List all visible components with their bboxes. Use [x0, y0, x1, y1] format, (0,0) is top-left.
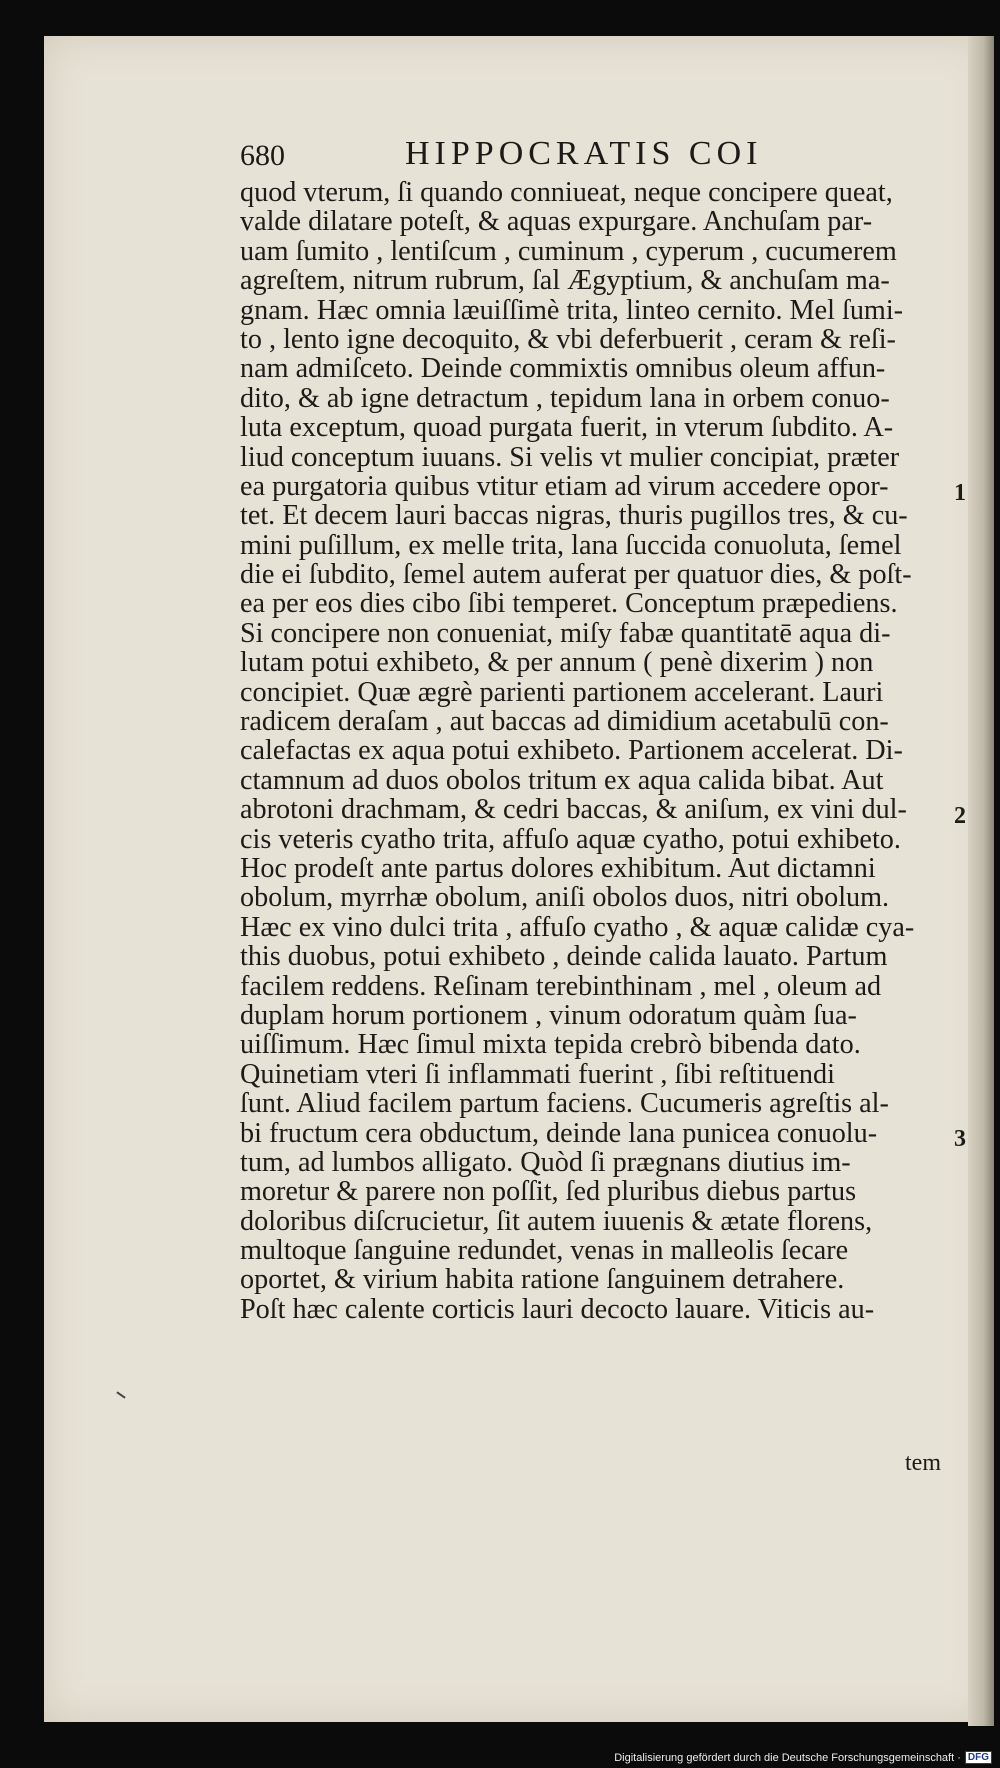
text-line: to , lento igne decoquito, & vbi deferbuerit , ceram & reſi-	[240, 323, 896, 355]
body-text	[240, 178, 946, 1324]
text-line: uam ſumito , lentiſcum , cuminum , cyperum , cucumerem	[240, 235, 897, 267]
text-line: calefactas ex aqua potui exhibeto. Partionem accelerat. Di-	[240, 735, 903, 767]
text-line: agreſtem, nitrum rubrum, ſal Ægyptium, & anchuſam ma-	[240, 265, 890, 297]
text-line: lutam potui exhibeto, & per annum ( penè dixerim ) non	[240, 647, 874, 679]
text-line: die ei ſubdito, ſemel autem auferat per quatuor dies, & poſt-	[240, 559, 912, 591]
text-line: tum, ad lumbos alligato. Quòd ſi prægnans diutius im-	[240, 1146, 851, 1178]
text-line: abrotoni drachmam, & cedri baccas, & aniſum, ex vini dul-	[240, 794, 907, 826]
text-line: luta exceptum, quoad purgata fuerit, in vterum ſubdito. A-	[240, 412, 894, 444]
text-line: uiſſimum. Hæc ſimul mixta tepida crebrò bibenda dato.	[240, 1029, 861, 1061]
text-line: oportet, & virium habita ratione ſanguinem detrahere.	[240, 1264, 845, 1296]
text-line: nam admiſceto. Deinde commixtis omnibus oleum affun-	[240, 353, 886, 385]
text-line: liud conceptum iuuans. Si velis vt mulier concipiat, præter	[240, 441, 900, 473]
margin-note-2: 2	[954, 803, 966, 829]
text-line: moretur & parere non poſſit, ſed pluribus diebus partus	[240, 1176, 857, 1208]
text-line: concipiet. Quæ ægrè parienti partionem accelerant. Lauri	[240, 676, 884, 708]
text-line: obolum, myrrhæ obolum, aniſi obolos duos, nitri obolum.	[240, 882, 890, 914]
page-edge	[968, 36, 994, 1726]
footer-credit	[614, 1751, 992, 1764]
text-line: tet. Et decem lauri baccas nigras, thuris pugillos tres, & cu-	[240, 500, 908, 532]
text-line: Poſt hæc calente corticis lauri decocto lauare. Viticis au-	[240, 1293, 875, 1325]
text-line: bi fructum cera obductum, deinde lana punicea conuolu-	[240, 1117, 878, 1149]
margin-note-1: 1	[954, 480, 966, 506]
text-line: Hæc ex vino dulci trita , affuſo cyatho , & aquæ calidæ cya-	[240, 911, 915, 943]
text-line: doloribus diſcrucietur, ſit autem iuuenis & ætate florens,	[240, 1205, 873, 1237]
catchword: tem	[905, 1450, 941, 1476]
text-line: multoque ſanguine redundet, venas in malleolis ſecare	[240, 1235, 849, 1267]
running-head: HIPPOCRATIS COI	[405, 135, 763, 172]
text-line: mini puſillum, ex melle trita, lana ſuccida conuoluta, ſemel	[240, 529, 902, 561]
text-line: ctamnum ad duos obolos tritum ex aqua calida bibat. Aut	[240, 764, 884, 796]
text-line: ea purgatoria quibus vtitur etiam ad virum accedere opor-	[240, 470, 889, 502]
text-line: this duobus, potui exhibeto , deinde calida lauato. Partum	[240, 941, 888, 973]
text-line: cis veteris cyatho trita, affuſo aquæ cyatho, potui exhibeto.	[240, 823, 901, 855]
page-header	[240, 135, 800, 175]
text-line: ſunt. Aliud facilem partum faciens. Cucumeris agreſtis al-	[240, 1088, 889, 1120]
margin-note-3: 3	[954, 1126, 966, 1152]
page-number: 680	[240, 139, 285, 172]
text-line: Hoc prodeſt ante partus dolores exhibitum. Aut dictamni	[240, 852, 876, 884]
text-line: facilem reddens. Reſinam terebinthinam , mel , oleum ad	[240, 970, 882, 1002]
dfg-logo: DFG	[965, 1751, 992, 1764]
footer-credit-text: Digitalisierung gefördert durch die Deutsche Forschungsgemeinschaft ·	[614, 1751, 961, 1764]
text-line: Quinetiam vteri ſi inflammati fuerint , ſibi reſtituendi	[240, 1058, 835, 1090]
text-line: gnam. Hæc omnia læuiſſimè trita, linteo cernito. Mel ſumi-	[240, 294, 904, 326]
text-line: quod vterum, ſi quando conniueat, neque concipere queat,	[240, 177, 893, 208]
text-line: Si concipere non conueniat, miſy fabæ quantitatē aqua di-	[240, 617, 891, 649]
text-line: dito, & ab igne detractum , tepidum lana in orbem conuo-	[240, 382, 890, 414]
text-line: radicem deraſam , aut baccas ad dimidium acetabulū con-	[240, 706, 889, 738]
text-line: ea per eos dies cibo ſibi temperet. Conceptum præpediens.	[240, 588, 898, 620]
text-line: duplam horum portionem , vinum odoratum quàm ſua-	[240, 999, 857, 1031]
text-line: valde dilatare poteſt, & aquas expurgare. Anchuſam par-	[240, 206, 873, 238]
